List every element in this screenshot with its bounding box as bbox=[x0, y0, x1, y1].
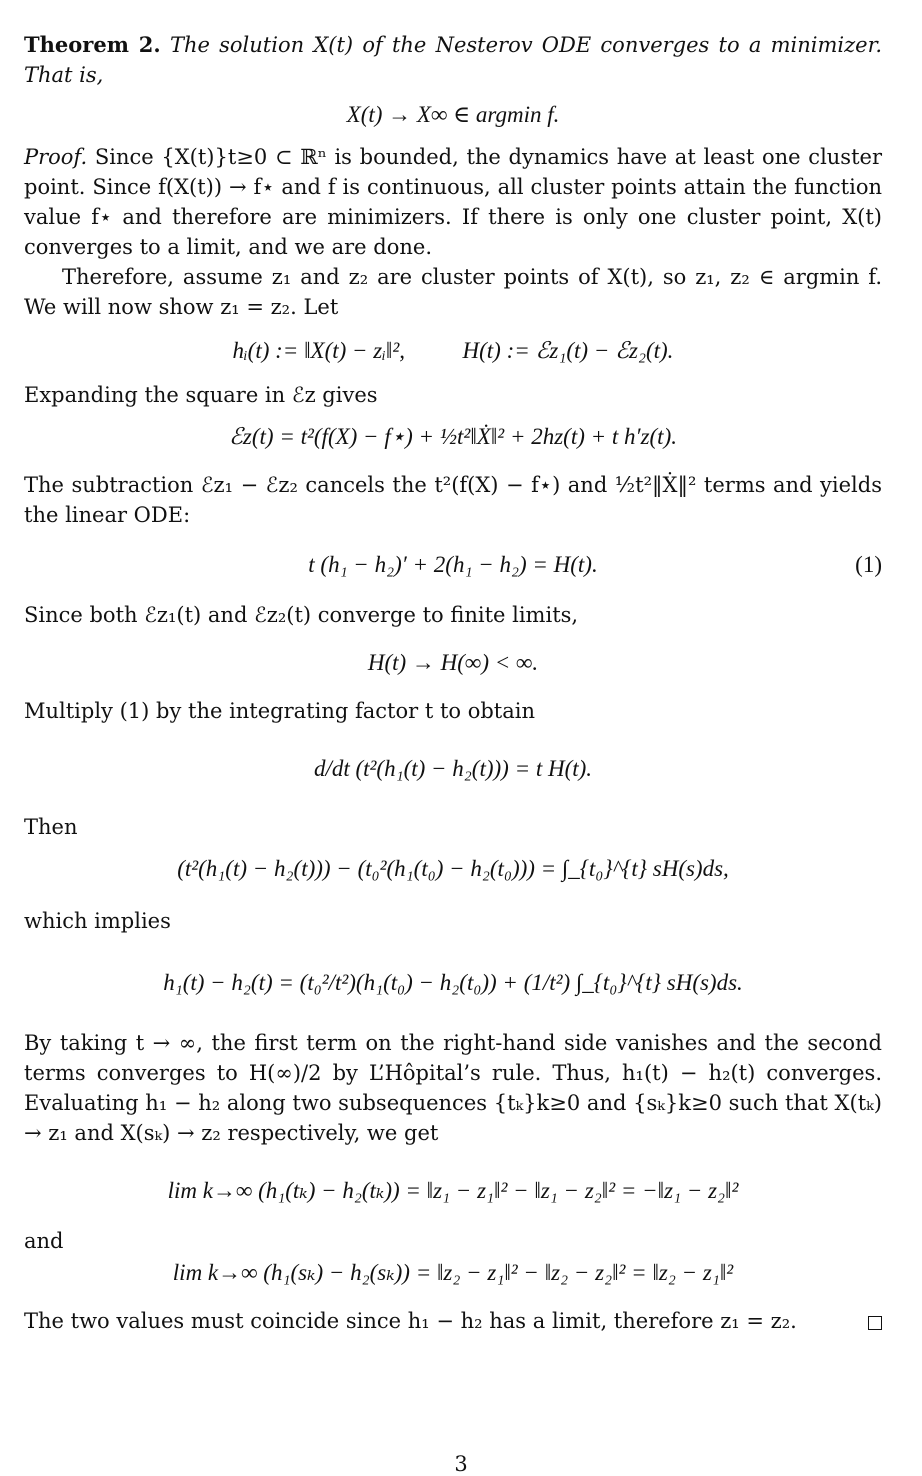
theorem-label: Theorem 2. bbox=[24, 32, 161, 57]
equation-energy: ℰz(t) = t²(f(X) − f⋆) + ½t²‖Ẋ‖² + 2hz(t) + t h′z(t). bbox=[229, 424, 677, 449]
proof-paragraph-2: Therefore, assume z₁ and z₂ are cluster points of X(t), so z₁, z₂ ∈ argmin f. We will now show z₁ = z₂. Let bbox=[24, 265, 882, 319]
equation-linear-ode bbox=[24, 552, 882, 578]
equation-difference: h₁(t) − h₂(t) = (t₀²/t²)(h₁(t₀) − h₂(t₀)) + (1/t²) ∫_{t₀}^{t} sH(s)ds. bbox=[163, 970, 743, 995]
equation-limit-2: lim k→∞ (h₁(sₖ) − h₂(sₖ)) = ‖z₂ − z₁‖² − ‖z₂ − z₂‖² = ‖z₂ − z₁‖² bbox=[172, 1260, 734, 1285]
proof-text-1: Since {X(t)}t≥0 ⊂ ℝⁿ is bounded, the dynamics have at least one cluster point. Since f(X(t)) → f⋆ and f is continuous, all cluster points attain the function value f⋆ and therefore are minimizers. If there is only one cluster point, X(t) converges to a limit, and we are done. bbox=[24, 145, 882, 259]
equation-H-limit: H(t) → H(∞) < ∞. bbox=[367, 650, 539, 675]
theorem-block bbox=[24, 30, 882, 90]
qed-square-icon bbox=[868, 1316, 882, 1330]
proof-conclusion: The two values must coincide since h₁ − h₂ has a limit, therefore z₁ = z₂. bbox=[24, 1309, 797, 1333]
equation-number: (1) bbox=[855, 552, 882, 577]
proof-paragraph-9: By taking t → ∞, the first term on the right-hand side vanishes and the second terms converges to H(∞)/2 by L’Hôpital’s rule. Thus, h₁(t) − h₂(t) converges. Evaluating h₁ − h₂ along two subsequences {tₖ}k≥0 and {sₖ}k≥0 such that X(tₖ) → z₁ and X(sₖ) → z₂ respectively, we get bbox=[24, 1031, 882, 1145]
proof-paragraph-5: Since both ℰz₁(t) and ℰz₂(t) converge to finite limits, bbox=[24, 603, 579, 627]
equation-integral: (t²(h₁(t) − h₂(t))) − (t₀²(h₁(t₀) − h₂(t₀))) = ∫_{t₀}^{t} sH(s)ds, bbox=[177, 856, 729, 881]
theorem-statement: The solution X(t) of the Nesterov ODE converges to a minimizer. That is, bbox=[24, 33, 882, 87]
equation-limit: X(t) → X∞ ∈ argmin f. bbox=[346, 102, 560, 127]
page-number: 3 bbox=[454, 1452, 468, 1476]
proof-paragraph-10: and bbox=[24, 1229, 64, 1253]
proof-paragraph-8: which implies bbox=[24, 909, 171, 933]
proof-label: Proof. bbox=[24, 145, 88, 169]
equation-definitions: hᵢ(t) := ‖X(t) − zᵢ‖², H(t) := ℰz₁(t) − ℰz₂(t). bbox=[232, 338, 674, 363]
proof-paragraph-1 bbox=[24, 142, 882, 262]
proof-paragraph-4: The subtraction ℰz₁ − ℰz₂ cancels the t²(f(X) − f⋆) and ½t²‖Ẋ‖² terms and yields the linear ODE: bbox=[24, 473, 882, 527]
paper-page bbox=[24, 22, 882, 1336]
proof-paragraph-3: Expanding the square in ℰz gives bbox=[24, 383, 378, 407]
equation-limit-1: lim k→∞ (h₁(tₖ) − h₂(tₖ)) = ‖z₁ − z₁‖² − ‖z₁ − z₂‖² = −‖z₁ − z₂‖² bbox=[167, 1178, 739, 1203]
proof-paragraph-11 bbox=[24, 1306, 882, 1336]
equation-derivative: d/dt (t²(h₁(t) − h₂(t))) = t H(t). bbox=[313, 756, 593, 781]
equation-linear-ode-body: t (h₁ − h₂)′ + 2(h₁ − h₂) = H(t). bbox=[308, 552, 598, 577]
proof-paragraph-7: Then bbox=[24, 815, 78, 839]
proof-paragraph-6: Multiply (1) by the integrating factor t to obtain bbox=[24, 699, 535, 723]
